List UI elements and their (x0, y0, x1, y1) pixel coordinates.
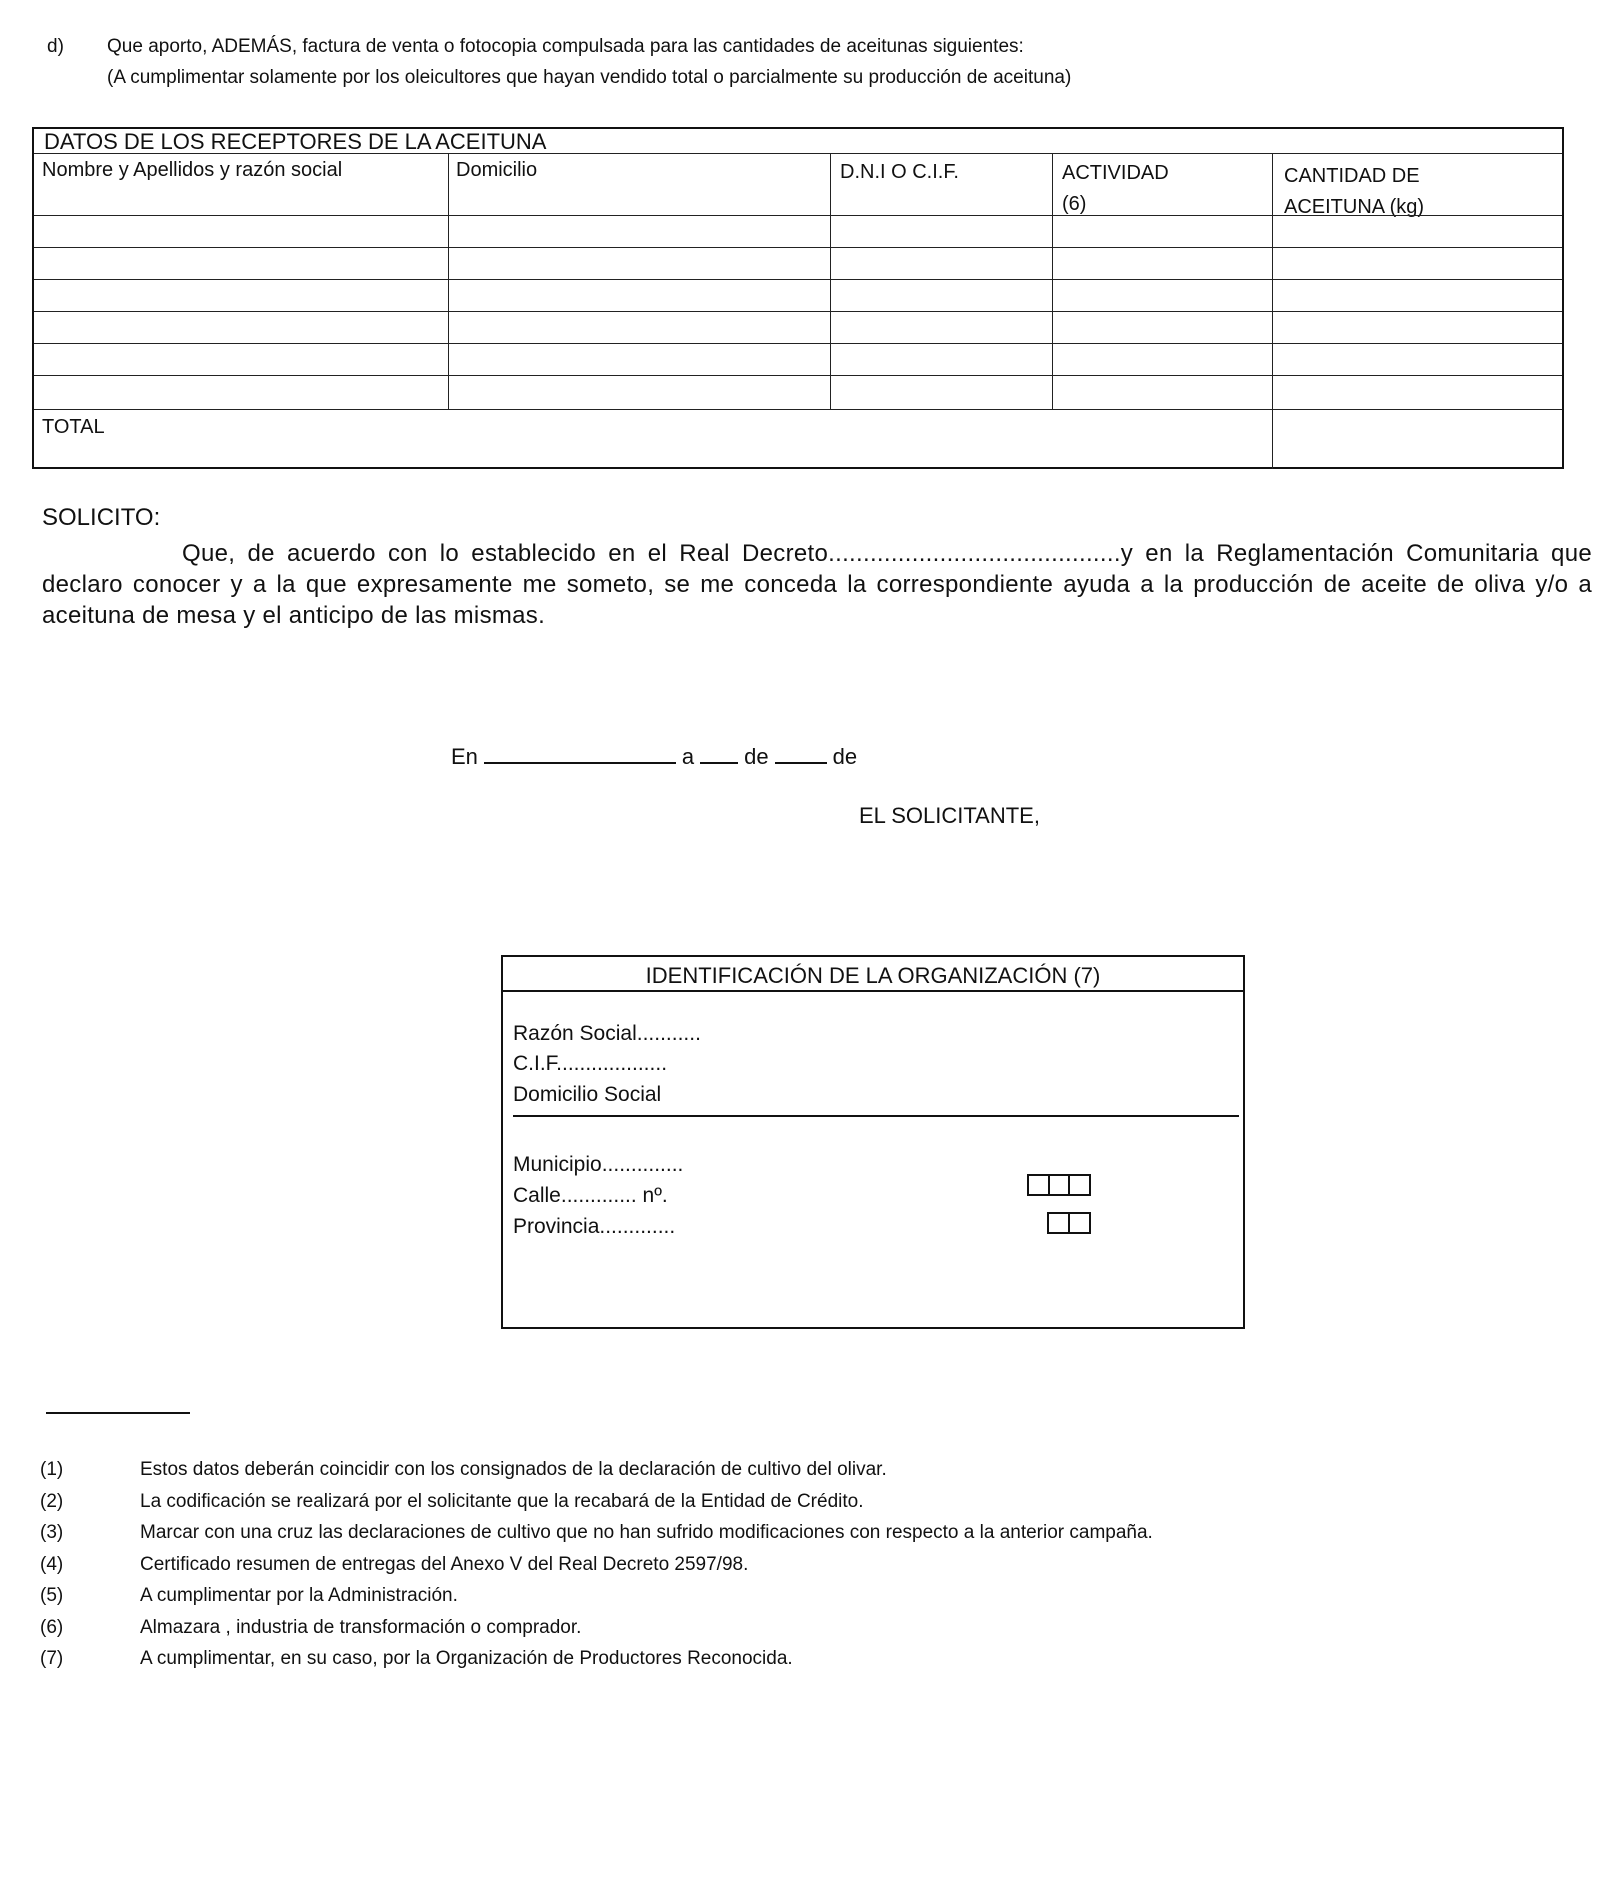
organization-box (501, 955, 1245, 1329)
column-header-cantidad: CANTIDAD DE (1284, 165, 1420, 187)
date-de-label-2: de (832, 744, 858, 769)
domicilio-social-label: Domicilio Social (513, 1083, 662, 1106)
section-d-instruction: (A cumplimentar solamente por los oleicultores que hayan vendido total o parcialmente su producción de aceituna) (107, 67, 1072, 88)
solicito-text: Que, de acuerdo con lo establecido en el Real Decreto..........................................y en la Reglamentación Comunitaria que declaro conocer y a la que expresamente me someto, se me conceda la correspondiente ayuda a la producción de aceite de oliva y/o a aceituna de mesa y el anticipo de las mismas. (42, 540, 1592, 629)
column-header-domicilio: Domicilio (456, 159, 538, 181)
footnote-separator (46, 1412, 190, 1414)
date-en-label: En (451, 744, 478, 769)
organization-title: IDENTIFICACIÓN DE LA ORGANIZACIÓN (7) (645, 963, 1101, 988)
place-blank[interactable] (484, 740, 676, 764)
municipio-code-boxes[interactable] (1027, 1174, 1091, 1196)
column-header-dni: D.N.I O C.I.F. (840, 161, 959, 183)
razon-social-field: Razón Social........... (513, 1022, 701, 1045)
cif-field: C.I.F................... (513, 1052, 668, 1075)
column-header-actividad-note: (6) (1062, 193, 1087, 215)
receivers-table (32, 127, 1564, 469)
column-header-name: Nombre y Apellidos y razón social (42, 159, 343, 181)
provincia-field: Provincia............. (513, 1215, 676, 1238)
total-label: TOTAL (42, 416, 105, 438)
section-d-letter: d) (47, 36, 64, 57)
column-header-cantidad-unit: ACEITUNA (kg) (1284, 196, 1425, 218)
month-blank[interactable] (775, 740, 827, 764)
provincia-code-boxes[interactable] (1047, 1212, 1091, 1234)
date-line (451, 740, 857, 770)
solicitante-label: EL SOLICITANTE, (859, 803, 1040, 828)
receivers-table-title: DATOS DE LOS RECEPTORES DE LA ACEITUNA (44, 129, 547, 154)
section-d-statement: Que aporto, ADEMÁS, factura de venta o fotocopia compulsada para las cantidades de aceitunas siguientes: (107, 36, 1024, 57)
municipio-field: Municipio.............. (513, 1153, 684, 1176)
day-blank[interactable] (700, 740, 738, 764)
date-a-label: a (681, 744, 695, 769)
column-header-actividad: ACTIVIDAD (1062, 162, 1169, 184)
date-de-label-1: de (744, 744, 769, 769)
calle-field: Calle............. nº. (513, 1184, 668, 1207)
solicito-label: SOLICITO: (42, 504, 161, 531)
